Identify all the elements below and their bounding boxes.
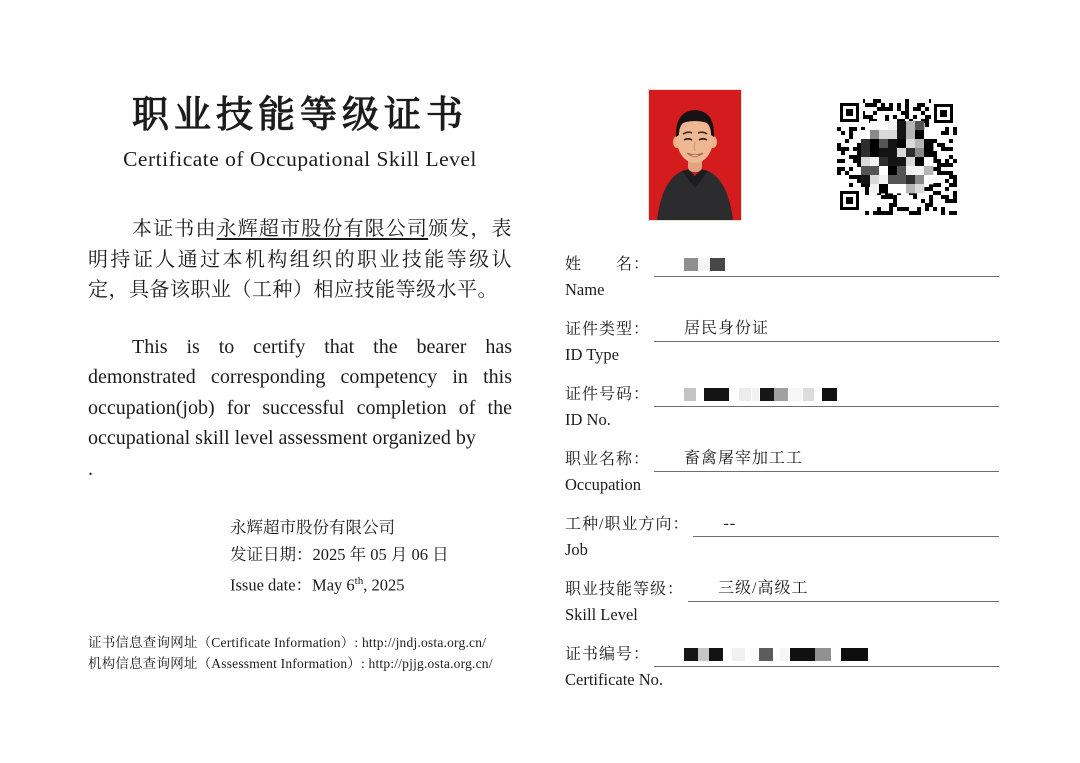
issuer-name: 永辉超市股份有限公司 (230, 518, 395, 537)
qr-module (953, 175, 957, 179)
redaction-block (684, 388, 696, 401)
certificate-title-zh: 职业技能等级证书 (132, 95, 468, 136)
qr-module (881, 195, 885, 199)
qr-module (885, 107, 889, 111)
qr-module (861, 166, 870, 175)
redaction-block (732, 648, 745, 661)
certificate-statement-en: This is to certify that the bearer has demonstrated corresponding competency in this occupation(job) for successful completion of the occupational skill level assessment organized by (88, 335, 512, 449)
qr-module (837, 143, 841, 147)
qr-module (905, 207, 909, 211)
qr-module (901, 207, 905, 211)
field-occupation-value: 畜禽屠宰加工工 (684, 450, 804, 467)
qr-module (945, 159, 949, 163)
qr-module (945, 163, 949, 167)
qr-module (953, 191, 957, 195)
field-id-type (565, 312, 999, 365)
qr-module (888, 121, 897, 130)
field-occupation-line (654, 442, 999, 472)
qr-module (861, 139, 870, 148)
qr-module (889, 107, 893, 111)
qr-module (913, 195, 917, 199)
field-job-value: -- (723, 515, 737, 532)
id-photo-image (649, 90, 741, 220)
qr-module (881, 211, 885, 215)
field-id-number-label-zh: 证件号码： (565, 386, 651, 403)
qr-module (897, 166, 906, 175)
qr-module (913, 107, 917, 111)
qr-module (841, 151, 845, 155)
qr-module (929, 203, 933, 207)
qr-module (877, 211, 881, 215)
qr-module (846, 197, 853, 204)
qr-module (941, 143, 945, 147)
qr-module (937, 167, 941, 171)
qr-module (869, 115, 873, 119)
redaction-block (739, 388, 751, 401)
issuer-name-underlined: 永辉超市股份有限公司 (216, 218, 429, 240)
qr-module (845, 171, 849, 175)
qr-module (941, 195, 945, 199)
qr-module (861, 175, 870, 184)
qr-module (897, 130, 906, 139)
qr-module (945, 131, 949, 135)
field-certificate-number-label-en: Certificate No. (565, 670, 664, 689)
qr-module (937, 191, 941, 195)
qr-module (849, 167, 853, 171)
qr-module (953, 183, 957, 187)
qr-module (889, 207, 893, 211)
qr-module (888, 175, 897, 184)
qr-module (849, 175, 853, 179)
qr-module (905, 99, 909, 103)
qr-module (857, 159, 861, 163)
qr-module (857, 175, 861, 179)
qr-module (945, 187, 949, 191)
redaction-block (759, 648, 773, 661)
qr-module (870, 184, 879, 193)
qr-module (897, 148, 906, 157)
qr-module (857, 147, 861, 151)
qr-module (915, 184, 924, 193)
field-certificate-number-redaction (684, 648, 868, 661)
redaction-block (698, 258, 710, 271)
qr-module (941, 211, 945, 215)
certificate-title-en: Certificate of Occupational Skill Level (123, 147, 477, 171)
qr-module (933, 167, 937, 171)
qr-module (879, 157, 888, 166)
field-skill-level-label-zh: 职业技能等级： (565, 581, 685, 598)
qr-module (865, 191, 869, 195)
qr-module (937, 159, 941, 163)
qr-module (925, 107, 929, 111)
qr-module (941, 163, 945, 167)
qr-module (953, 199, 957, 203)
qr-module (889, 195, 893, 199)
certificate-info-url-line: 证书信息查询网址（Certificate Information）: http://jndj.osta.org.cn/ (88, 634, 487, 650)
redaction-block (789, 388, 802, 401)
qr-module (857, 155, 861, 159)
qr-module (925, 119, 929, 123)
qr-module (924, 139, 933, 148)
qr-module (879, 184, 888, 193)
qr-module (849, 183, 853, 187)
qr-module (888, 139, 897, 148)
qr-module (865, 103, 869, 107)
issue-date-en-prefix: Issue date：May 6 (230, 575, 355, 595)
field-occupation (565, 442, 999, 495)
qr-module (905, 103, 909, 107)
qr-module (837, 167, 841, 171)
qr-module (915, 157, 924, 166)
qr-module (853, 147, 857, 151)
qr-module (940, 110, 947, 117)
qr-module (906, 130, 915, 139)
redaction-block (790, 648, 815, 661)
qr-module (941, 131, 945, 135)
qr-module (906, 184, 915, 193)
qr-module (937, 163, 941, 167)
qr-module (857, 179, 861, 183)
field-id-type-value: 居民身份证 (684, 320, 770, 337)
qr-module (873, 211, 877, 215)
qr-module (917, 211, 921, 215)
qr-module (949, 211, 953, 215)
qr-module (881, 103, 885, 107)
qr-module (888, 130, 897, 139)
field-certificate-number (565, 637, 999, 690)
qr-module (846, 109, 853, 116)
qr-module (924, 130, 933, 139)
qr-module (917, 103, 921, 107)
redaction-block (698, 648, 709, 661)
qr-module (906, 148, 915, 157)
field-name-line (654, 247, 999, 277)
qr-module (897, 103, 901, 107)
qr-module (849, 135, 853, 139)
qr-module (906, 175, 915, 184)
redaction-block (751, 648, 758, 661)
qr-module (889, 203, 893, 207)
field-id-number (565, 377, 999, 430)
qr-module (949, 183, 953, 187)
qr-module (933, 159, 937, 163)
assessment-info-url-line: 机构信息查询网址（Assessment Information）: http://pjjg.osta.org.cn/ (88, 656, 493, 671)
redaction-block (803, 388, 814, 401)
qr-module (921, 199, 925, 203)
qr-module (933, 139, 937, 143)
qr-module (841, 131, 845, 135)
qr-module (953, 179, 957, 183)
field-id-type-label-en: ID Type (565, 345, 619, 364)
redaction-block (684, 648, 698, 661)
qr-module (905, 111, 909, 115)
qr-module (906, 121, 915, 130)
qr-module (909, 211, 913, 215)
qr-module (945, 195, 949, 199)
redaction-block (710, 258, 725, 271)
qr-module (941, 207, 945, 211)
qr-module (873, 103, 877, 107)
qr-module (889, 103, 893, 107)
qr-module (945, 147, 949, 151)
qr-module (915, 139, 924, 148)
qr-module (915, 166, 924, 175)
qr-module (885, 115, 889, 119)
qr-module (949, 175, 953, 179)
qr-module (879, 166, 888, 175)
qr-module (897, 121, 906, 130)
qr-module (893, 203, 897, 207)
qr-module (949, 163, 953, 167)
field-job-line (693, 507, 999, 537)
field-occupation-label-en: Occupation (565, 475, 642, 494)
qr-module (933, 155, 937, 159)
qr-module (925, 207, 929, 211)
qr-module (945, 199, 949, 203)
field-id-number-label-en: ID No. (565, 410, 611, 429)
redaction-block (760, 388, 774, 401)
qr-module (893, 199, 897, 203)
field-job-label-zh: 工种/职业方向： (565, 516, 690, 533)
qr-module (861, 157, 870, 166)
qr-module (929, 199, 933, 203)
qr-module (933, 191, 937, 195)
qr-module (949, 139, 953, 143)
qr-module (945, 127, 949, 131)
field-name-label-zh: 姓 名： (565, 256, 651, 273)
field-certificate-number-label-zh: 证书编号： (565, 646, 651, 663)
qr-module (937, 143, 941, 147)
qr-module (888, 184, 897, 193)
qr-module (853, 175, 857, 179)
qr-module (870, 121, 879, 130)
qr-module (888, 157, 897, 166)
qr-module (924, 157, 933, 166)
qr-module (905, 115, 909, 119)
qr-module (897, 139, 906, 148)
qr-module (857, 143, 861, 147)
qr-module (879, 148, 888, 157)
issuer-block (230, 514, 512, 599)
qr-module (933, 183, 937, 187)
query-urls-block (88, 632, 512, 675)
qr-module (888, 148, 897, 157)
issue-date-zh: 发证日期：2025 年 05 月 06 日 (230, 545, 449, 564)
field-name-redaction (684, 258, 725, 271)
qr-module (870, 130, 879, 139)
qr-module (885, 195, 889, 199)
qr-module (913, 211, 917, 215)
qr-module (915, 175, 924, 184)
qr-module (933, 207, 937, 211)
issue-date-en (230, 568, 512, 599)
statement-zh-suffix: 颁发，表明持证人通过本机构组织的职业技能等级认定，具备该职业（工种）相应技能等级水平。 (88, 218, 513, 301)
qr-module (841, 147, 845, 151)
qr-module (937, 183, 941, 187)
qr-module (877, 207, 881, 211)
field-occupation-label-zh: 职业名称： (565, 451, 651, 468)
qr-module (870, 175, 879, 184)
qr-module (925, 187, 929, 191)
certificate-fields (565, 247, 999, 690)
qr-module (917, 107, 921, 111)
qr-module (865, 115, 869, 119)
qr-module (857, 151, 861, 155)
qr-module (870, 139, 879, 148)
issue-date-en-ordinal: th (354, 575, 364, 587)
qr-module (873, 111, 877, 115)
qr-module (915, 148, 924, 157)
qr-module (901, 111, 905, 115)
qr-module (924, 166, 933, 175)
qr-module (873, 99, 877, 103)
qr-module (870, 148, 879, 157)
qr-module (870, 157, 879, 166)
qr-module (921, 111, 925, 115)
qr-module (949, 171, 953, 175)
qr-module (953, 131, 957, 135)
qr-module (913, 115, 917, 119)
qr-module (906, 139, 915, 148)
redaction-block (684, 258, 698, 271)
qr-module (849, 131, 853, 135)
qr-module (945, 171, 949, 175)
qr-module (853, 127, 857, 131)
qr-module (937, 171, 941, 175)
qr-module (897, 175, 906, 184)
qr-module (870, 166, 879, 175)
qr-module (949, 155, 953, 159)
qr-module (879, 130, 888, 139)
qr-module (865, 211, 869, 215)
redaction-block (709, 648, 723, 661)
qr-module (953, 195, 957, 199)
qr-module (953, 159, 957, 163)
field-skill-level (565, 572, 999, 625)
qr-module (841, 159, 845, 163)
qr-module (915, 121, 924, 130)
qr-module (841, 167, 845, 171)
qr-module (905, 107, 909, 111)
field-job (565, 507, 999, 560)
qr-module (925, 203, 929, 207)
qr-module (879, 121, 888, 130)
qr-module (897, 207, 901, 211)
field-name-label-en: Name (565, 280, 605, 299)
qr-module (879, 139, 888, 148)
qr-module (861, 130, 870, 139)
qr-module (877, 107, 881, 111)
field-certificate-number-line (654, 637, 999, 667)
redaction-block (704, 388, 729, 401)
redaction-block (841, 648, 868, 661)
statement-en-trailing-period: . (88, 457, 93, 480)
qr-module (869, 103, 873, 107)
qr-module (945, 179, 949, 183)
certificate-statement-zh (88, 214, 512, 306)
redaction-block (815, 648, 831, 661)
qr-module (888, 166, 897, 175)
qr-module (845, 147, 849, 151)
qr-module (837, 127, 841, 131)
qr-module (906, 166, 915, 175)
certificate-right-column (565, 90, 999, 702)
qr-module (953, 127, 957, 131)
qr-module (861, 148, 870, 157)
field-job-label-en: Job (565, 540, 588, 559)
qr-module (925, 115, 929, 119)
field-skill-level-value: 三级/高级工 (718, 580, 809, 597)
qr-module (881, 107, 885, 111)
qr-module (929, 195, 933, 199)
qr-module (849, 127, 853, 131)
qr-module (924, 148, 933, 157)
qr-module (837, 147, 841, 151)
qr-module (897, 184, 906, 193)
qr-module (915, 130, 924, 139)
photo-and-qr-row (565, 90, 999, 220)
field-id-type-line (654, 312, 999, 342)
field-name (565, 247, 999, 300)
redaction-block (774, 388, 788, 401)
qr-module (853, 159, 857, 163)
qr-module (889, 211, 893, 215)
qr-code-image (837, 99, 957, 215)
qr-module (949, 147, 953, 151)
qr-module (893, 195, 897, 199)
qr-module (865, 187, 869, 191)
qr-module (917, 207, 921, 211)
qr-module (893, 115, 897, 119)
qr-module (845, 139, 849, 143)
qr-module (921, 103, 925, 107)
qr-module (877, 99, 881, 103)
redaction-block (822, 388, 837, 401)
qr-module (879, 175, 888, 184)
qr-module (885, 211, 889, 215)
field-skill-level-line (688, 572, 999, 602)
field-id-number-line (654, 377, 999, 407)
qr-module (924, 175, 933, 184)
qr-module (925, 123, 929, 127)
redaction-block (780, 648, 789, 661)
qr-module (853, 155, 857, 159)
field-skill-level-label-en: Skill Level (565, 605, 638, 624)
qr-module (837, 171, 841, 175)
field-id-type-label-zh: 证件类型： (565, 321, 651, 338)
qr-module (949, 199, 953, 203)
qr-module (837, 159, 841, 163)
field-id-number-redaction (684, 388, 837, 401)
redaction-block (752, 388, 759, 401)
qr-module (953, 211, 957, 215)
qr-module (857, 163, 861, 167)
qr-module (933, 151, 937, 155)
qr-module (929, 187, 933, 191)
certificate-left-column (88, 94, 512, 675)
issue-date-en-suffix: , 2025 (363, 575, 405, 595)
statement-zh-prefix: 本证书由 (132, 218, 217, 240)
qr-module (897, 157, 906, 166)
qr-module (897, 107, 901, 111)
qr-module (941, 171, 945, 175)
qr-module (941, 147, 945, 151)
qr-module (906, 157, 915, 166)
qr-module (849, 155, 853, 159)
